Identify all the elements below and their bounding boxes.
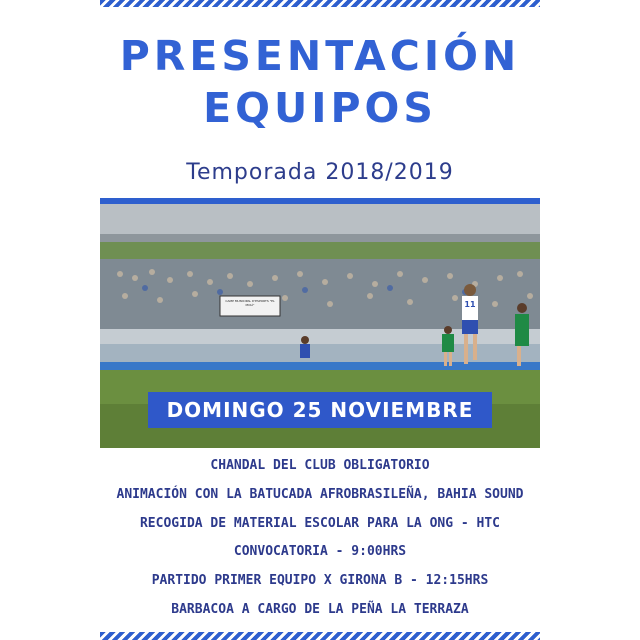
date-banner: DOMINGO 25 NOVIEMBRE [148, 392, 492, 428]
info-line: BARBACOA A CARGO DE LA PEÑA LA TERRAZA [171, 601, 469, 617]
top-stripe-border [100, 0, 540, 7]
stadium-sign-text: CAMP MUNICIPAL D'ESPORTS "EL MOLÍ" [225, 299, 275, 307]
poster-title-line-2: EQUIPOS [203, 84, 437, 132]
poster-title-line-1: PRESENTACIÓN [119, 32, 521, 80]
info-line: CHANDAL DEL CLUB OBLIGATORIO [210, 458, 430, 473]
info-line: PARTIDO PRIMER EQUIPO X GIRONA B - 12:15HRS [151, 573, 489, 589]
info-line: CONVOCATORIA - 9:00HRS [233, 544, 407, 560]
bottom-stripe-border [100, 632, 540, 640]
event-info-list [100, 456, 540, 629]
season-subtitle: Temporada 2018/2019 [186, 160, 454, 185]
player-number: 11 [464, 300, 476, 309]
info-line: ANIMACIÓN CON LA BATUCADA AFROBRASILEÑA, BAHIA SOUND [116, 486, 524, 502]
info-line: RECOGIDA DE MATERIAL ESCOLAR PARA LA ONG - HTC [139, 515, 501, 531]
